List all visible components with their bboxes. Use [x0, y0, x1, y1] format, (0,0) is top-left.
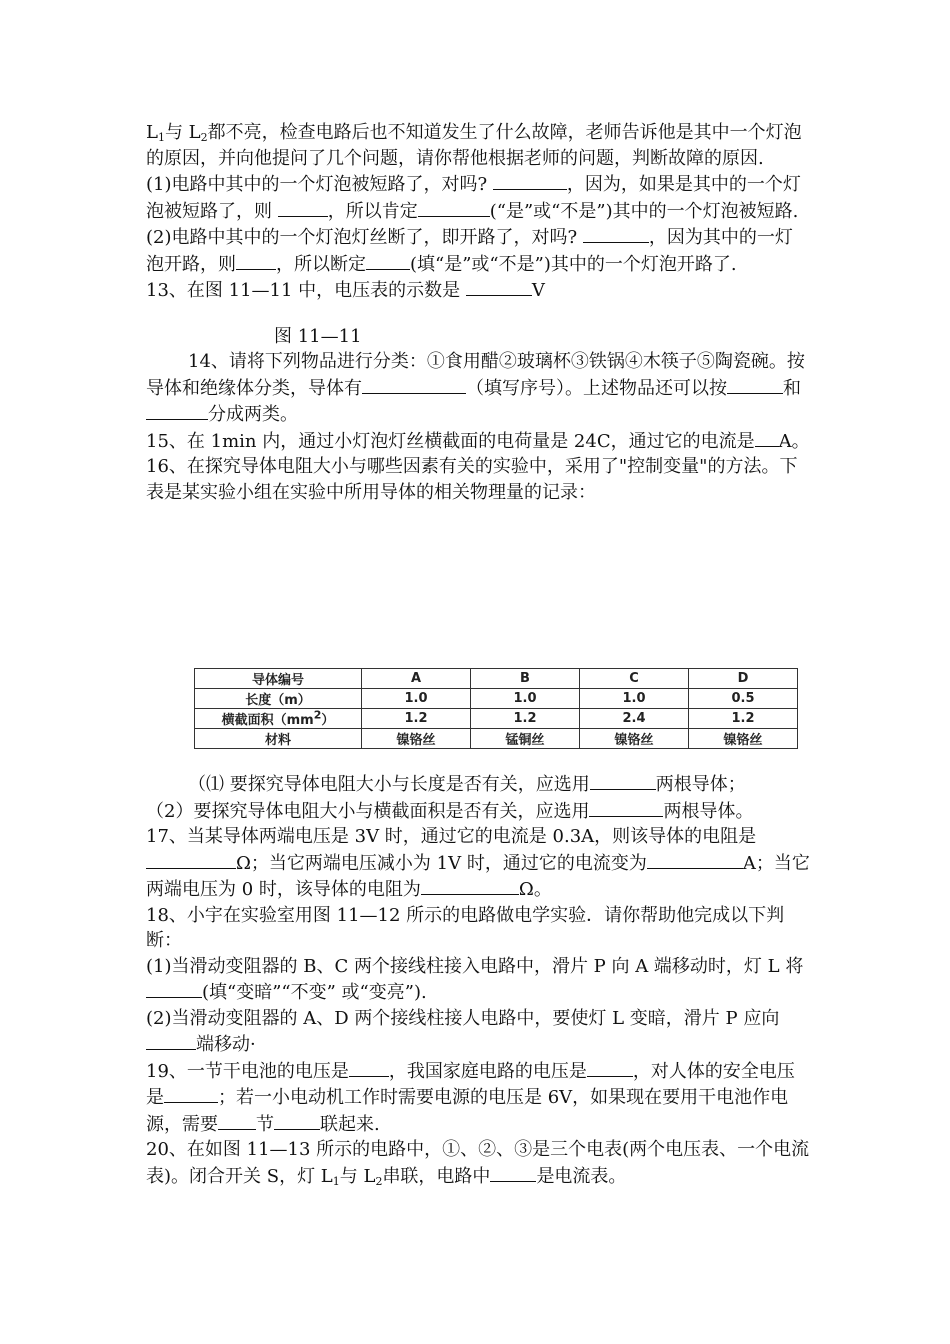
- table-cell: 镍铬丝: [689, 729, 798, 749]
- text-run: 与 L: [339, 1165, 376, 1187]
- text-run: 节: [256, 1113, 274, 1135]
- answer-blank: [146, 979, 202, 998]
- answer-blank: [274, 1111, 320, 1130]
- text-run: 17、当某导体两端电压是 3V 时，通过它的电流是 0.3A，则该导体的电阻是: [146, 826, 757, 847]
- text-run: (填“变暗”“不变” 或“变亮”).: [202, 982, 427, 1003]
- subscript: 1: [157, 131, 165, 144]
- answer-blank: [587, 1058, 633, 1077]
- answer-blank: [493, 171, 567, 190]
- table-cell: 镍铬丝: [362, 729, 471, 749]
- text-run: 与 L: [164, 122, 201, 143]
- answer-blank: [164, 1084, 218, 1103]
- table-cell: A: [362, 669, 471, 689]
- figure-caption-11-11: 图 11—11: [274, 325, 362, 347]
- table-cell: 1.0: [471, 689, 580, 709]
- answer-blank: [349, 1058, 389, 1077]
- table-cell: 锰铜丝: [471, 729, 580, 749]
- text-run: 是电流表。: [536, 1165, 627, 1187]
- table-cell: 镍铬丝: [580, 729, 689, 749]
- answer-blank: [590, 771, 656, 790]
- table-row: [195, 669, 798, 689]
- answer-blank: [146, 1031, 196, 1050]
- answer-blank: [589, 798, 663, 817]
- row-header: 材料: [195, 729, 362, 749]
- text-run: 13、在图 11—11 中，电压表的示数是: [146, 280, 466, 301]
- text-run: ，因为其中的一灯泡开路，则: [146, 227, 793, 275]
- row-header: 长度（m）: [195, 689, 362, 709]
- text-run: ，我国家庭电路的电压是: [388, 1060, 587, 1082]
- question-12-part-1: [146, 171, 810, 224]
- subscript: 2: [375, 1174, 383, 1188]
- intro-paragraph: [146, 120, 810, 171]
- text-run: L: [146, 122, 158, 143]
- text-run: 和: [783, 377, 801, 399]
- table-cell: 1.2: [362, 709, 471, 729]
- question-12-part-2: [146, 224, 810, 277]
- answer-blank: [236, 251, 276, 270]
- text-run: A。: [778, 430, 810, 452]
- text-run: ，所以肯定: [327, 200, 418, 222]
- table-row: [195, 709, 798, 729]
- question-15: [146, 428, 810, 455]
- answer-blank: [647, 850, 743, 869]
- text-run: 都不亮，检查电路后也不知道发生了什么故障，老师告诉他是其中一个灯泡的原因，并向他提问了几个问题，请你帮他根据老师的问题，判断故障的原因.: [146, 122, 802, 169]
- answer-blank: [278, 198, 328, 217]
- worksheet-body: [146, 120, 810, 505]
- answer-blank: [466, 277, 532, 296]
- question-16-part-1: [146, 771, 810, 798]
- text-run: ，所以断定: [276, 253, 366, 275]
- text-run: （⑴ 要探究导体电阻大小与长度是否有关，应选用: [188, 774, 590, 795]
- row-header: 导体编号: [195, 669, 362, 689]
- text-run: 端移动·: [196, 1034, 256, 1055]
- text-run: ；若一小电动机工作时需要电源的电压是 6V，如果现在要用干电池作电源，需要: [146, 1087, 789, 1135]
- text-run: （2）要探究导体电阻大小与横截面积是否有关，应选用: [146, 800, 590, 822]
- text-run: 18、小宇在实验室用图 11—12 所示的电路做电学实验．请你帮助他完成以下判断：: [146, 904, 785, 951]
- text-run: (填“是”或“不是”)其中的一个灯泡开路了.: [410, 253, 737, 275]
- question-16: [146, 454, 810, 505]
- row-header-text: ）: [321, 713, 335, 728]
- text-run: (2)电路中其中的一个灯泡灯丝断了，即开路了，对吗?: [146, 227, 583, 248]
- answer-blank: [727, 375, 783, 394]
- table-cell: 1.0: [362, 689, 471, 709]
- text-run: 15、在 1min 内，通过小灯泡灯丝横截面的电荷量是 24C，通过它的电流是: [146, 430, 755, 452]
- table-row: [195, 729, 798, 749]
- text-run: 串联，电路中: [382, 1165, 491, 1187]
- table-cell: D: [689, 669, 798, 689]
- answer-blank: [146, 401, 208, 420]
- text-run: ，对人体的安全电压是: [146, 1060, 795, 1108]
- table-cell: 2.4: [580, 709, 689, 729]
- question-16-part-2: [146, 798, 810, 825]
- question-18-part-2: [146, 1006, 810, 1058]
- table-cell: 1.2: [471, 709, 580, 729]
- text-run: 19、一节干电池的电压是: [146, 1060, 349, 1082]
- text-run: 14、请将下列物品进行分类：①食用醋②玻璃杯③铁锅④木筷子⑤陶瓷碗。按导体和绝缘体分类，导体有: [146, 351, 805, 399]
- text-run: 两根导体；: [655, 774, 746, 795]
- row-header-text: 横截面积（mm: [221, 713, 314, 728]
- text-run: (1)电路中其中的一个灯泡被短路了，对吗?: [146, 174, 493, 195]
- text-run: 20、在如图 11—13 所示的电路中，①、②、③是三个电表(两个电压表、一个电流表)。闭合开关 S，灯 L: [146, 1139, 810, 1187]
- answer-blank: [755, 428, 779, 447]
- answer-blank: [490, 1163, 536, 1182]
- text-run: 16、在探究导体电阻大小与哪些因素有关的实验中，采用了"控制变量"的方法。下表是某实验小组在实验中所用导体的相关物理量的记录：: [146, 456, 798, 503]
- text-run: (2)当滑动变阻器的 A、D 两个接线柱接人电路中，要使灯 L 变暗，滑片 P 应向: [146, 1007, 780, 1029]
- conductor-table: [194, 668, 798, 749]
- answer-blank: [146, 850, 236, 869]
- answer-blank: [418, 198, 490, 217]
- question-20: [146, 1137, 810, 1189]
- answer-blank: [583, 224, 649, 243]
- text-run: Ω；当它两端电压减小为 1V 时，通过它的电流变为: [236, 852, 647, 874]
- worksheet-body-continued: [146, 771, 810, 1189]
- text-run: 两根导体。: [663, 800, 754, 822]
- text-run: (“是”或“不是”)其中的一个灯泡被短路.: [489, 200, 799, 222]
- table-row: [195, 689, 798, 709]
- text-run: Ω。: [518, 879, 552, 900]
- text-run: ，因为，如果是其中的一个灯泡被短路了，则: [146, 174, 801, 222]
- table-cell: 1.2: [689, 709, 798, 729]
- question-13: [146, 277, 810, 304]
- row-header: [195, 709, 362, 729]
- table-cell: C: [580, 669, 689, 689]
- text-run: V: [531, 280, 545, 301]
- answer-blank: [421, 876, 519, 895]
- table-cell: 1.0: [580, 689, 689, 709]
- question-18-part-1: [146, 954, 810, 1006]
- subscript: 2: [200, 131, 208, 144]
- table-cell: B: [471, 669, 580, 689]
- text-run: 分成两类。: [208, 404, 298, 425]
- text-run: （填写序号）。上述物品还可以按: [466, 377, 727, 399]
- answer-blank: [218, 1111, 256, 1130]
- text-run: A；当它两端电压为 0 时，该导体的电阻为: [146, 852, 810, 900]
- question-17: [146, 824, 810, 903]
- text-run: (1)当滑动变阻器的 B、C 两个接线柱接入电路中，滑片 P 向 A 端移动时，灯 L 将: [146, 955, 804, 977]
- question-18: [146, 903, 810, 954]
- question-14: [146, 349, 810, 428]
- subscript: 1: [332, 1174, 340, 1188]
- answer-blank: [362, 375, 466, 394]
- table-cell: 0.5: [689, 689, 798, 709]
- question-19: [146, 1058, 810, 1138]
- text-run: 联起来.: [320, 1113, 380, 1135]
- answer-blank: [366, 251, 410, 270]
- superscript: 2: [313, 708, 322, 722]
